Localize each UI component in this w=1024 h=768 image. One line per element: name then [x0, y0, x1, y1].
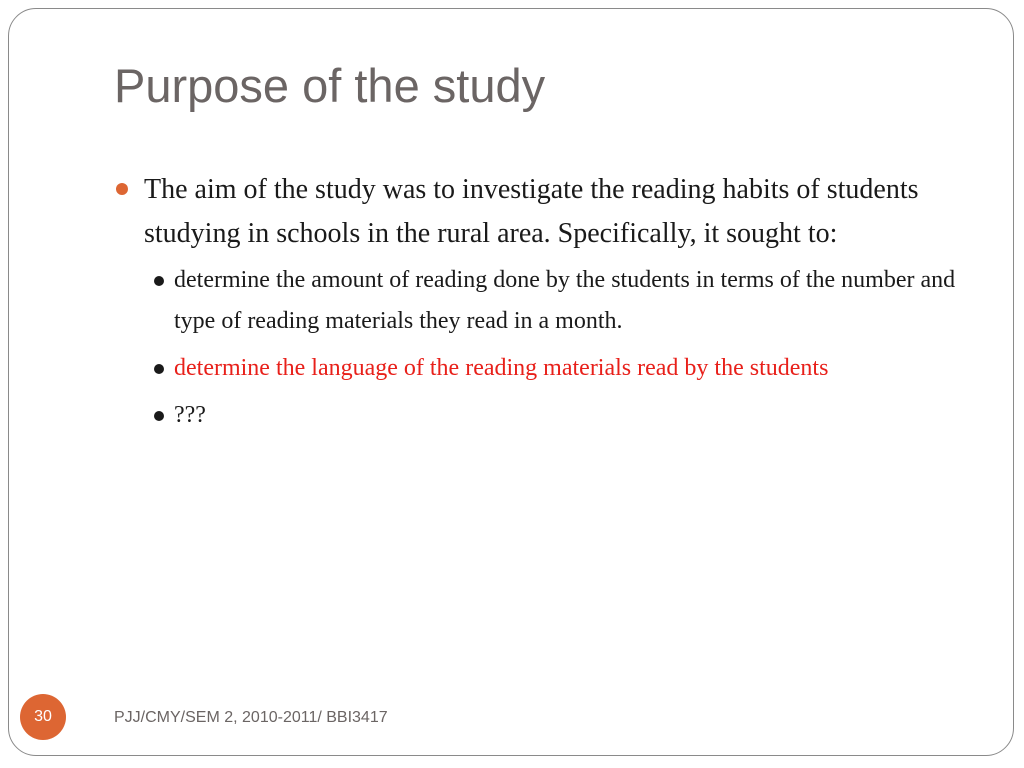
bullet-main-text: The aim of the study was to investigate the reading habits of students studying in schools in the rural area. Specifically, it sought to: [144, 174, 919, 249]
sub-bullet-text: ??? [174, 402, 206, 428]
sub-bullet-text: determine the amount of reading done by the students in terms of the number and type of reading materials they read in a month. [174, 267, 956, 334]
orange-bullet-icon [116, 183, 128, 195]
black-bullet-icon [154, 364, 164, 374]
sub-bullet-item [114, 260, 964, 342]
slide-title: Purpose of the study [114, 59, 546, 112]
page-number-badge: 30 [20, 694, 66, 740]
black-bullet-icon [154, 411, 164, 421]
sub-bullet-text-highlighted: determine the language of the reading materials read by the students [174, 355, 829, 381]
slide-body [114, 168, 964, 442]
sub-bullet-item-highlighted [114, 348, 964, 389]
slide-footer: PJJ/CMY/SEM 2, 2010-2011/ BBI3417 [114, 709, 388, 726]
black-bullet-icon [154, 276, 164, 286]
sub-bullet-item [114, 395, 964, 436]
sub-bullet-list [114, 260, 964, 436]
bullet-main [114, 168, 964, 256]
